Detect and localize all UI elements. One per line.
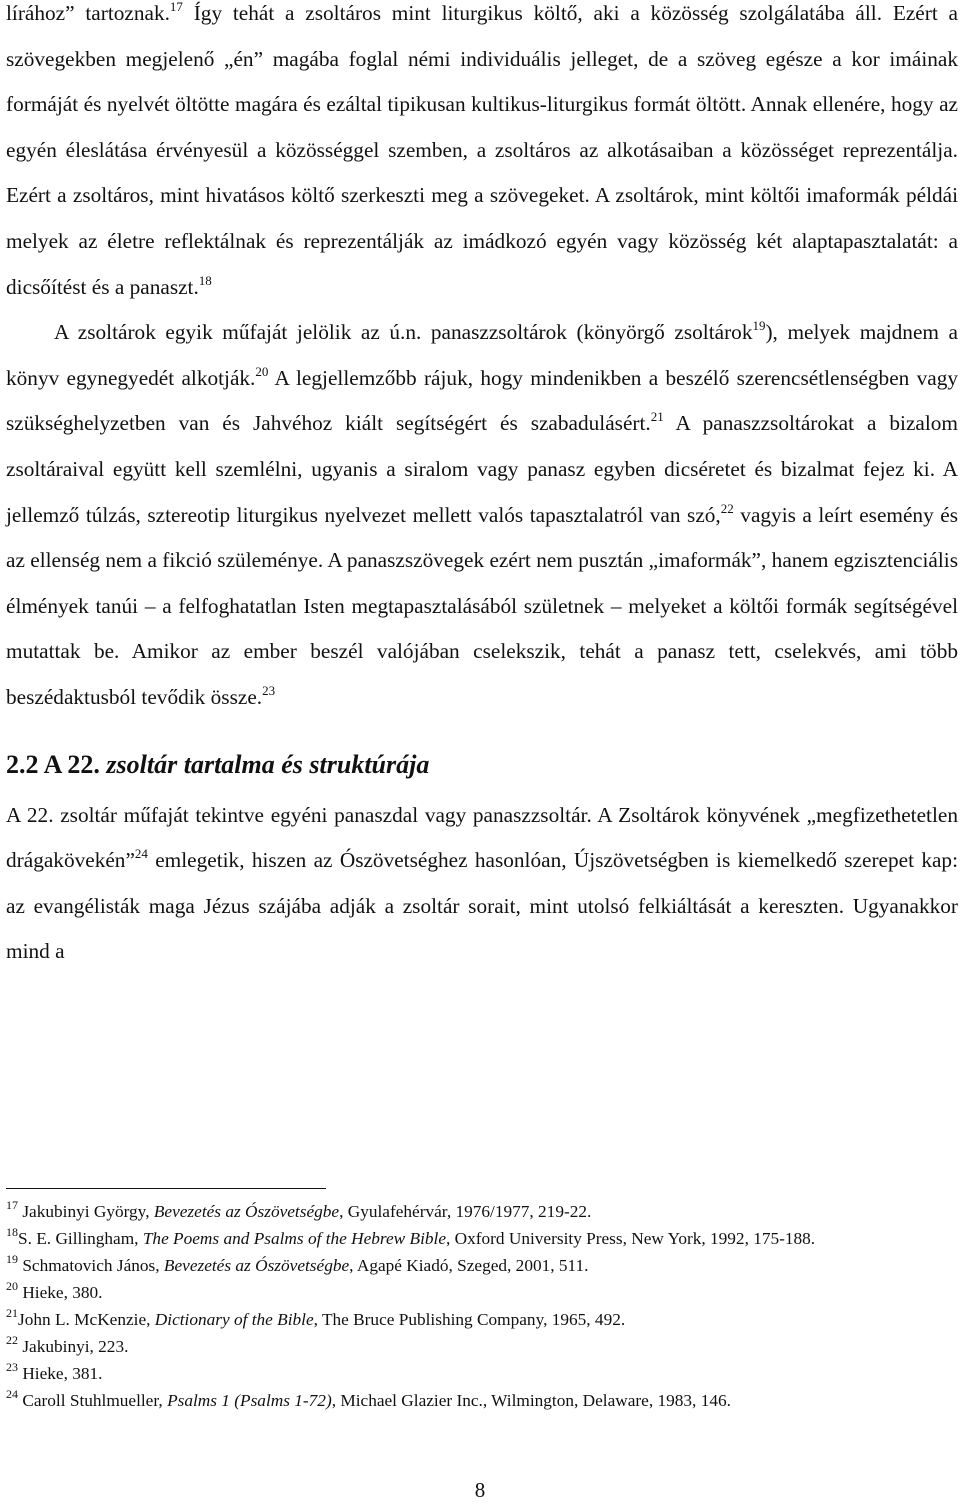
footnote-ref: 20 [6,1279,18,1293]
text-run: Hieke, 380. [18,1283,103,1302]
text-run: Hieke, 381. [18,1364,103,1383]
footnote-ref: 24 [134,846,148,862]
footnote-22 [6,1333,958,1360]
italic-title: Dictionary of the Bible [154,1310,314,1329]
text-run: Caroll Stuhlmueller, [18,1391,168,1410]
footnote-ref: 23 [6,1360,18,1374]
text-run: Schmatovich János, [18,1256,164,1275]
footnotes [6,1198,958,1414]
footnote-ref: 24 [6,1387,18,1401]
footnote-ref: 18 [6,1225,18,1239]
text-run: Jakubinyi, 223. [18,1337,129,1356]
footnote-ref: 18 [198,272,212,288]
footnote-ref: 19 [6,1252,18,1266]
text-run: ), melyek majdnem a könyv egynegyedét alkotják. [6,320,958,390]
text-run: , Agapé Kiadó, Szeged, 2001, 511. [349,1256,589,1275]
footnote-23 [6,1360,958,1387]
footnote-ref: 22 [720,500,734,516]
footnote-ref: 19 [752,318,766,334]
page-number: 8 [474,1478,486,1502]
text-run: Jakubinyi György, [18,1202,154,1221]
italic-title: Bevezetés az Ószövetségbe [163,1256,350,1275]
section-heading [6,745,958,785]
footnote-24 [6,1387,958,1414]
text-run: Így tehát a zsoltáros mint liturgikus költő, aki a közösség szolgálatába áll. Ezért a szövegekben megjelenő „én” magába foglal némi individuális jelleget, de a szöveg egésze a kor imáinak formáját és nyelvét öltötte magára és ezáltal tipikusan kultikus-liturgikus formát öltött. Annak ellenére, hogy az egyén éleslátása érvényesül a közösséggel szemben, a zsoltáros az alkotásaiban a közösséget reprezentálja. Ezért a zsoltáros, mint hivatásos költő szerkeszti meg a szövegeket. A zsoltárok, mint költői imaformák példái melyek az életre reflektálnak és reprezentálják az imádkozó egyén vagy közösség két alaptapasztalatát: a dicsőítést és a panaszt. [6,1,958,299]
footnote-ref: 17 [6,1198,18,1212]
text-run: , Oxford University Press, New York, 1992, 175-188. [446,1229,816,1248]
section-heading-title: zsoltár tartalma és struktúrája [99,749,430,779]
text-run: John L. McKenzie, [18,1310,155,1329]
text-run: S. E. Gillingham, [18,1229,143,1248]
footnote-17 [6,1198,958,1225]
text-run: , Michael Glazier Inc., Wilmington, Delaware, 1983, 146. [331,1391,731,1410]
body-text [6,0,958,975]
footnote-ref: 20 [255,363,269,379]
footnote-separator [6,1188,326,1189]
paragraph-2 [6,310,958,720]
footnote-ref: 21 [6,1306,18,1320]
footnote-ref: 17 [169,0,183,14]
footnote-20 [6,1279,958,1306]
footnote-21 [6,1306,958,1333]
italic-title: Psalms 1 (Psalms 1-72) [167,1391,332,1410]
text-run: emlegetik, hiszen az Ószövetséghez hasonlóan, Újszövetségben is kiemelkedő szerepet kap: az evangélisták maga Jézus szájába adják a zsoltár sorait, mint utolsó felkiáltását a kereszten. Ugyanakkor mind a [6,848,958,964]
footnote-ref: 21 [650,409,664,425]
footnote-ref: 23 [262,682,276,698]
section-heading-number: 2.2 A 22. [6,749,100,779]
paragraph-3 [6,793,958,975]
italic-title: Bevezetés az Ószövetségbe [153,1202,340,1221]
text-run: A zsoltárok egyik műfaját jelölik az ú.n. panaszzsoltárok (könyörgő zsoltárok [54,320,753,345]
text-run: , Gyulafehérvár, 1976/1977, 219-22. [339,1202,592,1221]
text-run: lírához” tartoznak. [6,1,170,25]
italic-title: The Poems and Psalms of the Hebrew Bible [142,1229,446,1248]
footnote-ref: 22 [6,1333,18,1347]
text-run: , The Bruce Publishing Company, 1965, 492. [313,1310,626,1329]
text-run: A panaszzsoltárokat a bizalom zsoltáraival együtt kell szemlélni, ugyanis a siralom vagy panasz egyben dicséretet és bizalmat fejez ki. A jellemző túlzás, sztereotip liturgikus nyelvezet mellett valós tapasztalatról van szó, [6,411,958,527]
footnote-18 [6,1225,958,1252]
text-run: A legjellemzőbb rájuk, hogy mindenikben a beszélő szerencsétlenségben vagy szükséghelyzetben van és Jahvéhoz kiált segítségért és szabadulásért. [6,365,958,436]
footnote-19 [6,1252,958,1279]
paragraph-1 [6,0,958,310]
text-run: vagyis a leírt esemény és az ellenség nem a fikció szüleménye. A panaszszövegek ezért nem pusztán „imaformák”, hanem egzisztenciális élmények tanúi – a felfoghatatlan Isten megtapasztalásából születnek – melyeket a költői formák segítségével mutattak be. Amikor az ember beszél valójában cselekszik, tehát a panasz tett, cselekvés, ami több beszédaktusból tevődik össze. [6,502,958,709]
text-run: A 22. zsoltár műfaját tekintve egyéni panaszdal vagy panaszzsoltár. A Zsoltárok könyvének „megfizethetetlen drágakövekén” [6,802,958,873]
